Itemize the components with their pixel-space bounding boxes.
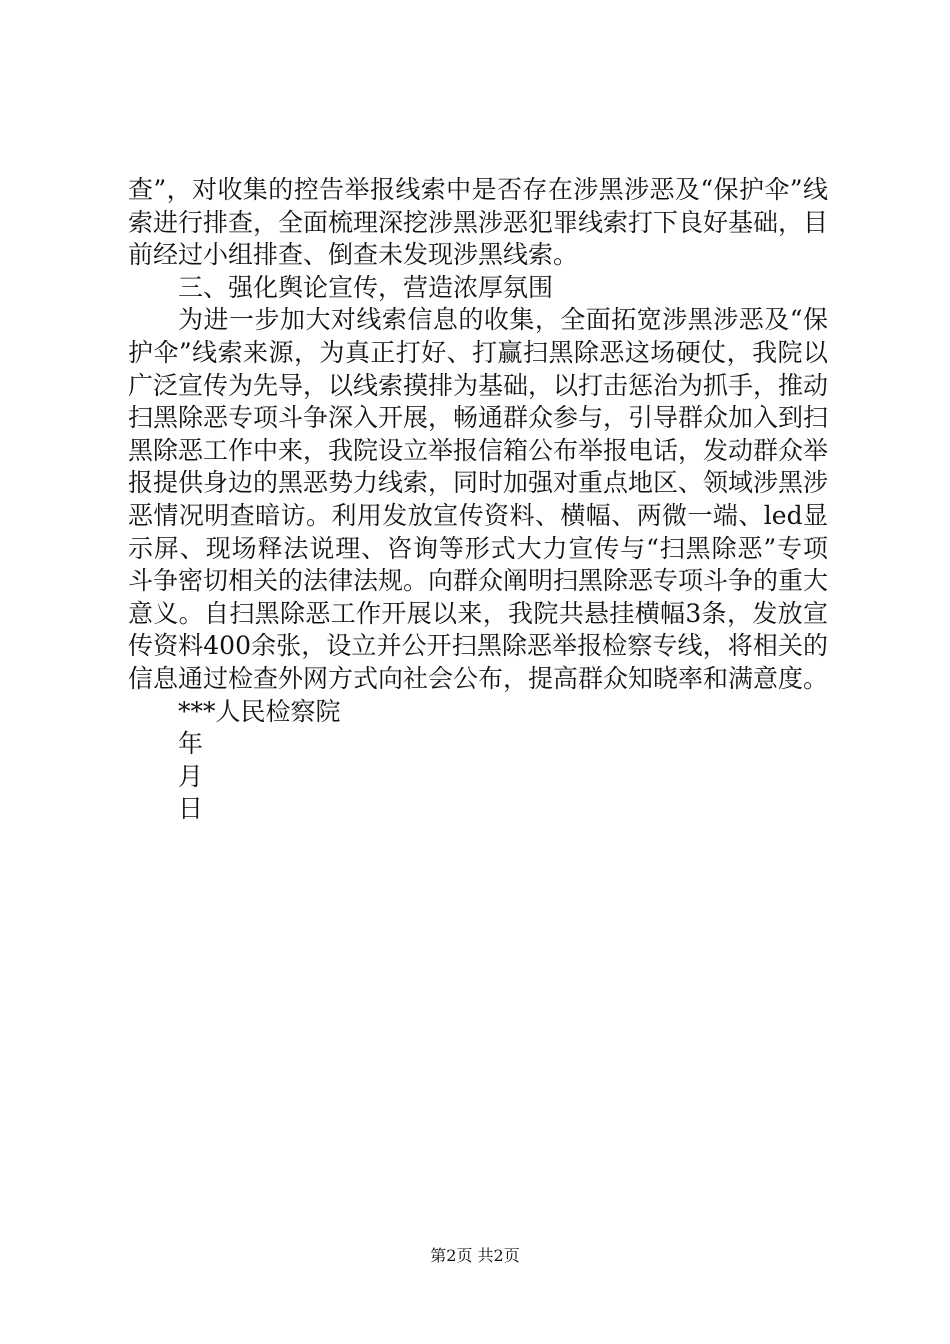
section-heading: 三、强化舆论宣传，营造浓厚氛围 xyxy=(178,272,554,302)
signature-org: ***人民检察院 xyxy=(178,696,341,726)
signature-month: 月 xyxy=(178,761,204,791)
signature-year: 年 xyxy=(178,729,204,759)
document-body xyxy=(128,174,828,826)
page-footer: 第2页 共2页 xyxy=(430,1246,520,1265)
paragraph-continuation: 查”，对收集的控告举报线索中是否存在涉黑涉恶及“保护伞”线索进行排查，全面梳理深挖涉黑涉恶犯罪线索打下良好基础，目前经过小组排查、倒查未发现涉黑线索。 xyxy=(128,175,829,270)
signature-day: 日 xyxy=(178,794,204,824)
paragraph-main: 为进一步加大对线索信息的收集，全面拓宽涉黑涉恶及“保护伞”线索来源，为真正打好、打赢扫黑除恶这场硬仗，我院以广泛宣传为先导，以线索摸排为基础，以打击惩治为抓手，推动扫黑除恶专项斗争深入开展，畅通群众参与，引导群众加入到扫黑除恶工作中来，我院设立举报信箱公布举报电话，发动群众举报提供身边的黑恶势力线索，同时加强对重点地区、领域涉黑涉恶情况明查暗访。利用发放宣传资料、横幅、两微一端、led显示屏、现场释法说理、咨询等形式大力宣传与“扫黑除恶”专项斗争密切相关的法律法规。向群众阐明扫黑除恶专项斗争的重大意义。自扫黑除恶工作开展以来，我院共悬挂横幅3条，发放宣传资料400余张，设立并公开扫黑除恶举报检察专线，将相关的信息通过检查外网方式向社会公布，提高群众知晓率和满意度。 xyxy=(128,305,829,693)
